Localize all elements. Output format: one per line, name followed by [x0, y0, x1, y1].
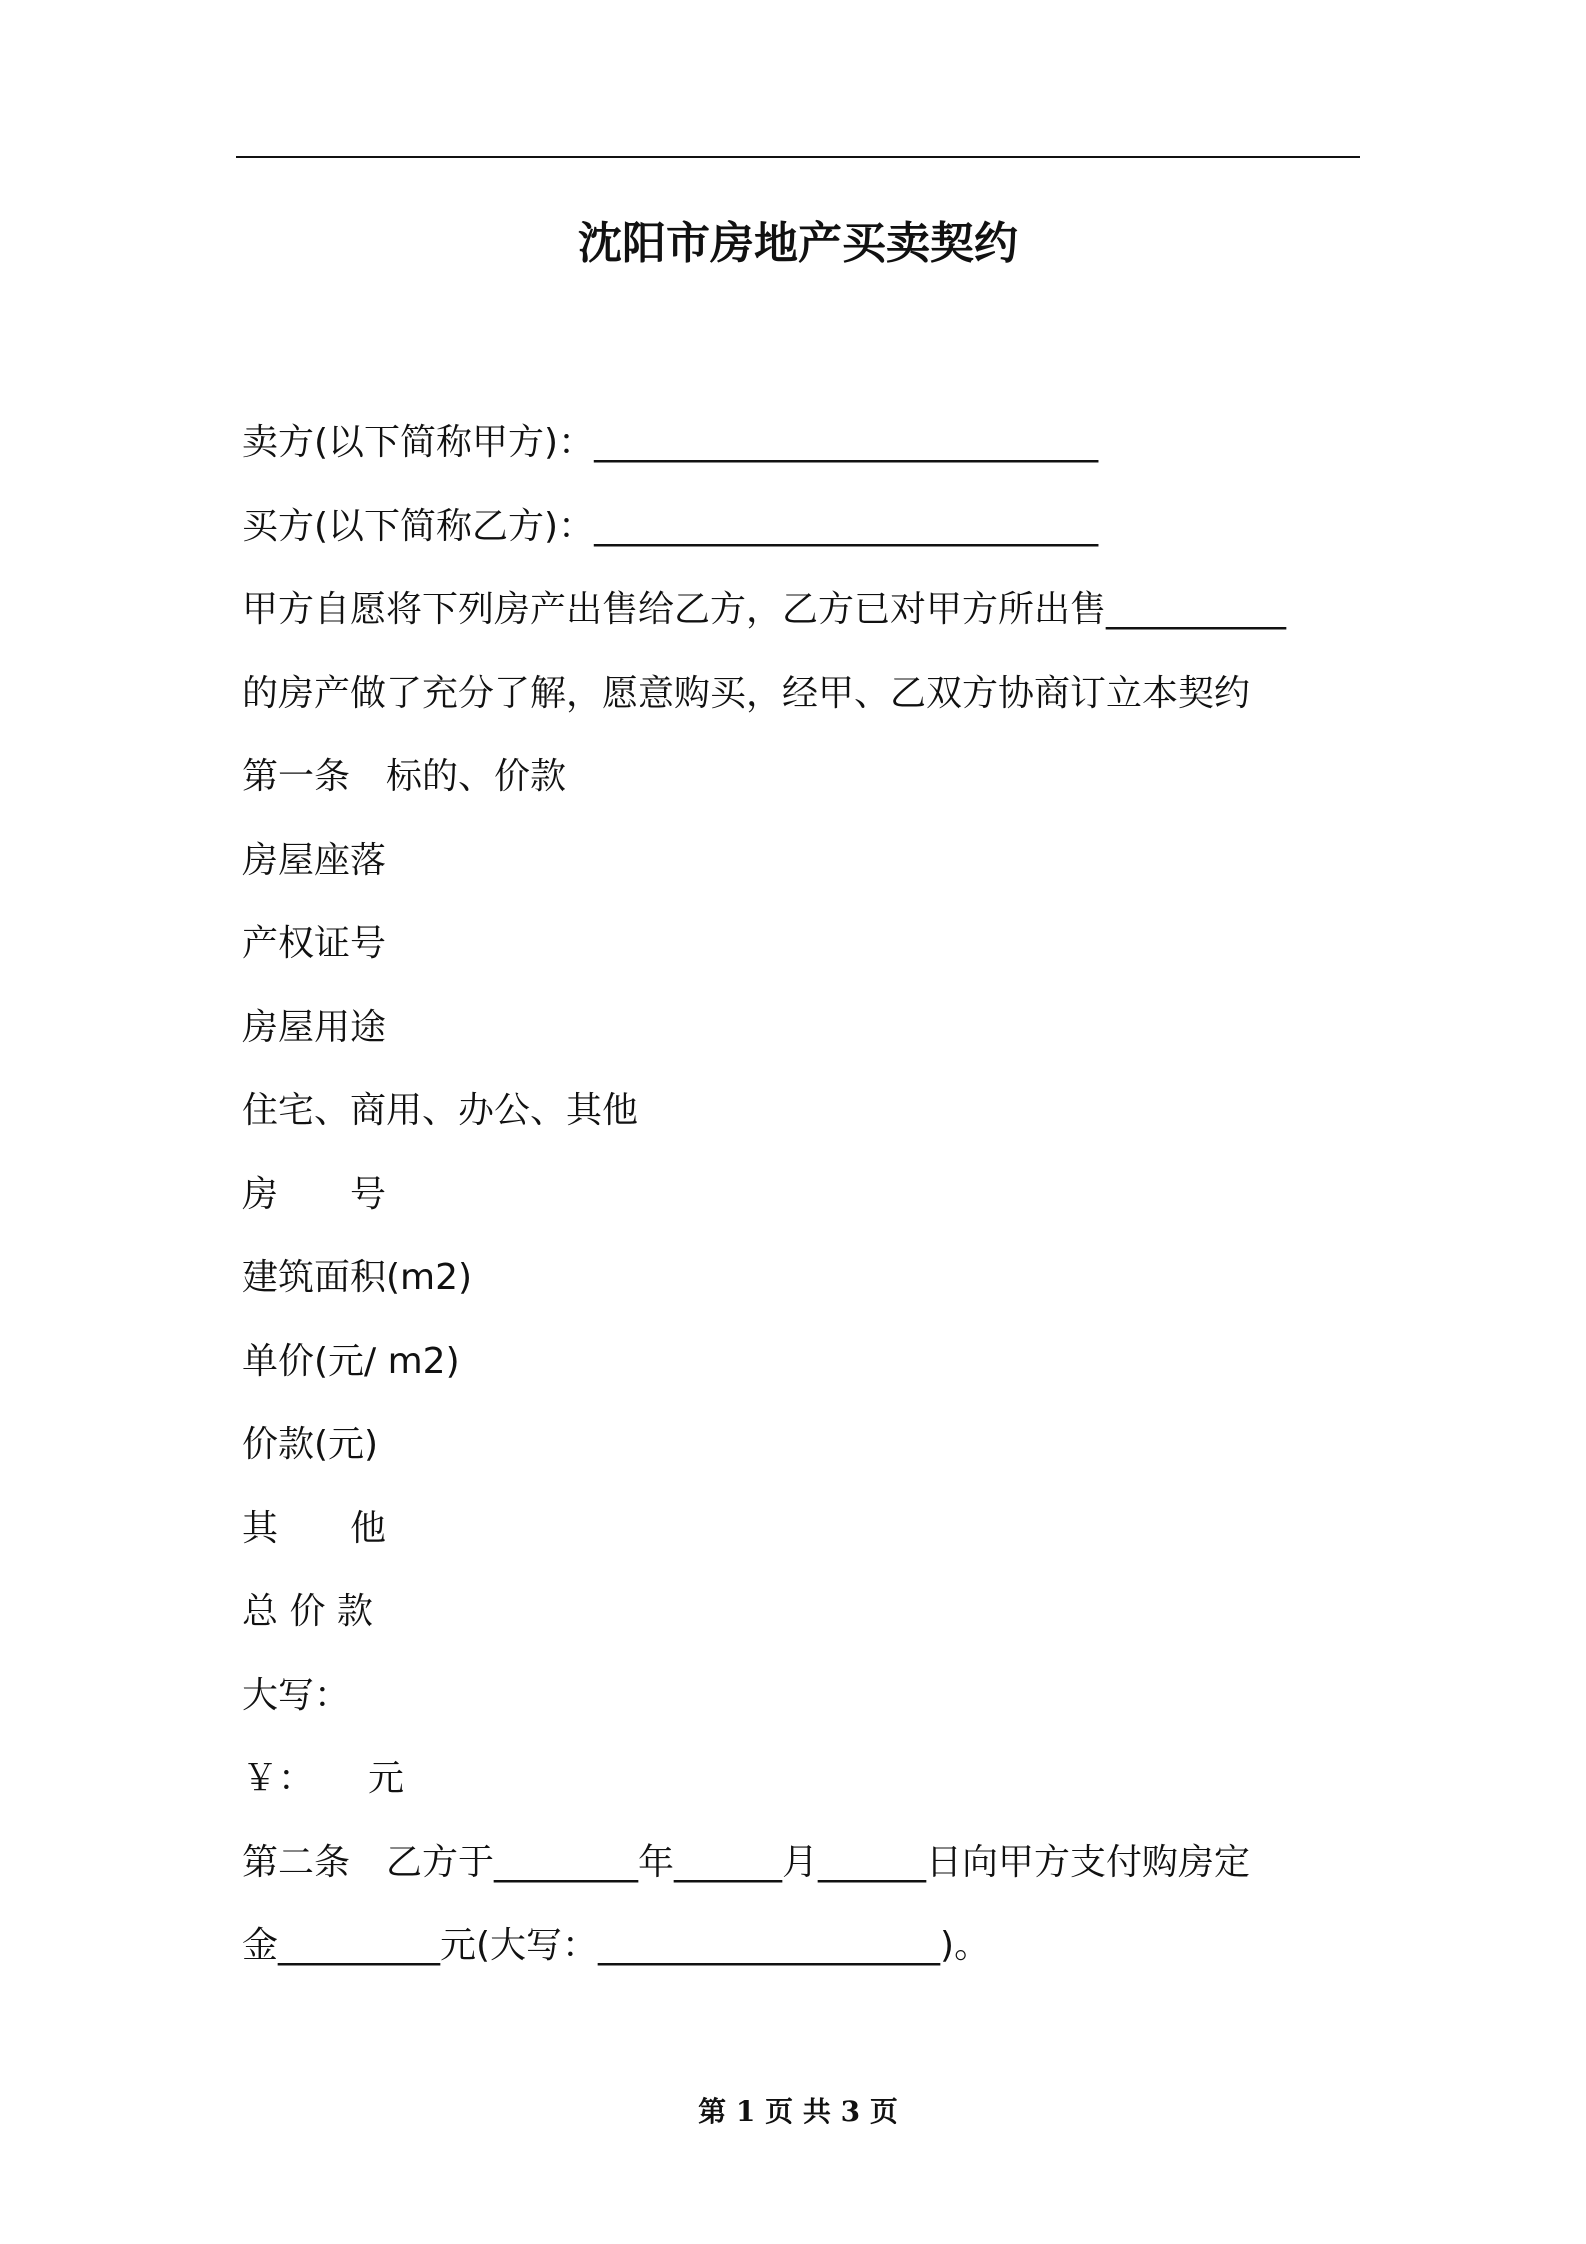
field-unit-price: 单价(元/ m2) — [242, 1340, 460, 1382]
page-number-footer: 第 1 页 共 3 页 — [698, 2095, 898, 2128]
field-property-location: 房屋座落 — [242, 839, 387, 881]
field-amount-yuan: ￥： 元 — [242, 1758, 405, 1799]
article-2-line-1: 第二条 乙方于________年______月______日向甲方支付购房定 — [242, 1841, 1251, 1883]
field-price: 价款(元) — [242, 1424, 379, 1465]
field-building-area: 建筑面积(m2) — [242, 1257, 473, 1298]
top-rule — [236, 156, 1360, 158]
document-title: 沈阳市房地产买卖契约 — [578, 218, 1018, 269]
article-1-heading: 第一条 标的、价款 — [242, 756, 567, 797]
preamble-line-2: 的房产做了充分了解，愿意购买，经甲、乙双方协商订立本契约 — [242, 672, 1251, 714]
field-other: 其 他 — [242, 1507, 387, 1549]
seller-line: 卖方(以下简称甲方)：____________________________ — [242, 422, 1099, 463]
contract-body — [242, 414, 1362, 2001]
article-2-line-2: 金_________元(大写：___________________)。 — [242, 1925, 991, 1966]
preamble-line-1: 甲方自愿将下列房产出售给乙方，乙方已对甲方所出售__________ — [242, 589, 1287, 630]
field-property-use: 房屋用途 — [242, 1006, 387, 1048]
buyer-line: 买方(以下简称乙方)：____________________________ — [242, 505, 1099, 547]
property-use-options: 住宅、商用、办公、其他 — [242, 1090, 639, 1131]
field-room-number: 房 号 — [242, 1173, 387, 1215]
field-certificate-number: 产权证号 — [242, 923, 387, 964]
field-total-price: 总 价 款 — [242, 1591, 373, 1632]
field-amount-in-words: 大写： — [242, 1674, 351, 1716]
